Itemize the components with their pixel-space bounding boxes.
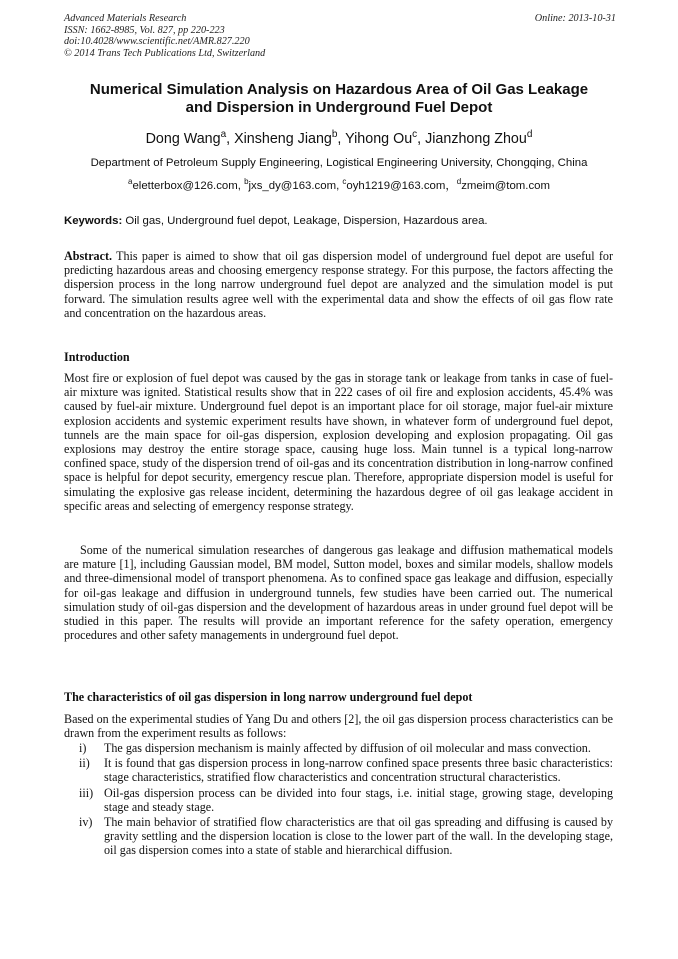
online-date: Online: 2013-10-31 bbox=[534, 13, 616, 24]
author: Yihong Ou$^c$, bbox=[345, 129, 426, 147]
introduction-paragraph-1: Most fire or explosion of fuel depot was caused by the gas in storage tank or leakage from tanks in case of fuel-air mixture was ignited. Statistical results show that in 222 cases of oil fire and explosion accidents, 45.4% was caused by fuel-air mixture. Underground fuel depot is an important place for oil storage, major fuel-air mixture explosion accidents and systemic experiment results have shown, in whatever form of underground fuel depot, tunnels are the main space for oil-gas dispersion, explosion developing and explosion propagating. Oil gas explosions may destroy the entire storage space, causing huge loss. Main tunnel is a typical long-narrow confined space, study of the dispersion trend of oil-gas and its concentration distribution in long-narrow confined space is helpful for depot security, emergency rescue plan. Therefore, appropriate dispersion model is useful for simulating the explosive gas release incident, determining the hazardous degree of oil gas leakage accident in specific areas and selecting of emergency response strategy. bbox=[64, 371, 613, 513]
abstract-text: This paper is aimed to show that oil gas dispersion model of underground fuel depot are useful for predicting hazardous areas and choosing emergency response strategy. For this purpose, the factors affecting the dispersion process in the long narrow underground fuel depot are analyzed and the simulation model is put forward. The simulation results agree well with the experimental data and show the effects of oil gas flow rate and concentration on the hazardous areas. bbox=[64, 249, 613, 320]
list-item bbox=[64, 756, 613, 784]
keywords-label: Keywords: bbox=[64, 215, 123, 227]
list-number: iv) bbox=[79, 815, 93, 830]
characteristics-intro: Based on the experimental studies of Yang Du and others [2], the oil gas dispersion process characteristics can be drawn from the experiment results as follows: bbox=[64, 712, 613, 741]
list-number: ii) bbox=[79, 756, 90, 771]
list-text: Oil-gas dispersion process can be divided into four stags, i.e. initial stage, growing stage, developing stage and steady stage. bbox=[104, 785, 613, 814]
email-link[interactable]: $^d$zmeim@tom.com bbox=[456, 177, 550, 192]
journal-name: Advanced Materials Research bbox=[64, 13, 187, 24]
issn-line: ISSN: 1662-8985, Vol. 827, pp 220-223 bbox=[64, 24, 225, 36]
author: Dong Wang$^a$, bbox=[145, 129, 235, 147]
list-item bbox=[64, 741, 613, 755]
email-link[interactable]: $^b$jxs_dy@163.com bbox=[244, 177, 337, 192]
copyright-line: © 2014 Trans Tech Publications Ltd, Switzerland bbox=[64, 47, 266, 59]
introduction-paragraph-2: Some of the numerical simulation researches of dangerous gas leakage and diffusion mathematical models are mature [1], including Gaussian model, BM model, Sutton model, boxes and similar models, shallow models and three-dimensional model of transport phenomena. As to confined space gas leakage and diffusion, especially for oil-gas leakage and diffusion in underground tunnels, few studies have been carried out. The numerical simulation study of oil-gas dispersion and the development of hazardous areas in under ground fuel depot will be studied in this paper. The results will provide an important reference for the safety operation, emergency procedures and other safety managements in underground fuel depot. bbox=[64, 543, 613, 643]
email-link[interactable]: $^c$oyh1219@163.com bbox=[342, 177, 446, 192]
list-text: It is found that gas dispersion process in long-narrow confined space presents three basic characteristics: stage characteristics, stratified flow characteristics and concentration structural characteristics. bbox=[104, 756, 613, 785]
list-text: The main behavior of stratified flow characteristics are that oil gas spreading and diffusing is caused by gravity settling and the dispersion location is close to the lower part of the wall. In the developing stage, oil gas dispersion comes into a state of stable and hierarchical diffusion. bbox=[104, 815, 613, 858]
list-number: iii) bbox=[79, 785, 94, 800]
affiliation: Department of Petroleum Supply Engineering, Logistical Engineering University, Chongqing, China bbox=[90, 157, 588, 169]
abstract-label: Abstract. bbox=[64, 249, 113, 263]
keywords-text: Oil gas, Underground fuel depot, Leakage, Dispersion, Hazardous area. bbox=[122, 215, 488, 227]
section-heading-characteristics: The characteristics of oil gas dispersion in long narrow underground fuel depot bbox=[64, 690, 473, 704]
author: Jianzhong Zhou$^d$ bbox=[425, 129, 533, 147]
email-list: $^a$eletterbox@126.com, $^b$jxs_dy@163.com, $^c$oyh1219@163.com，$^d$zmeim@tom.com bbox=[128, 177, 550, 192]
characteristics-list bbox=[64, 741, 613, 859]
paper-title bbox=[40, 81, 638, 117]
list-item bbox=[64, 786, 613, 814]
section-heading-introduction: Introduction bbox=[64, 350, 130, 364]
title-line-1: Numerical Simulation Analysis on Hazardous Area of Oil Gas Leakage bbox=[89, 81, 589, 98]
abstract bbox=[64, 249, 613, 320]
author-list bbox=[40, 130, 638, 148]
list-text: The gas dispersion mechanism is mainly affected by diffusion of oil molecular and mass convection. bbox=[104, 741, 591, 755]
author: Xinsheng Jiang$^b$, bbox=[234, 129, 346, 147]
list-item bbox=[64, 815, 613, 858]
email-link[interactable]: $^a$eletterbox@126.com bbox=[128, 177, 238, 192]
publication-header bbox=[64, 13, 616, 59]
keywords bbox=[64, 214, 624, 228]
doi-line: doi:10.4028/www.scientific.net/AMR.827.220 bbox=[64, 36, 250, 48]
list-number: i) bbox=[79, 741, 87, 755]
title-line-2: and Dispersion in Underground Fuel Depot bbox=[185, 99, 493, 116]
